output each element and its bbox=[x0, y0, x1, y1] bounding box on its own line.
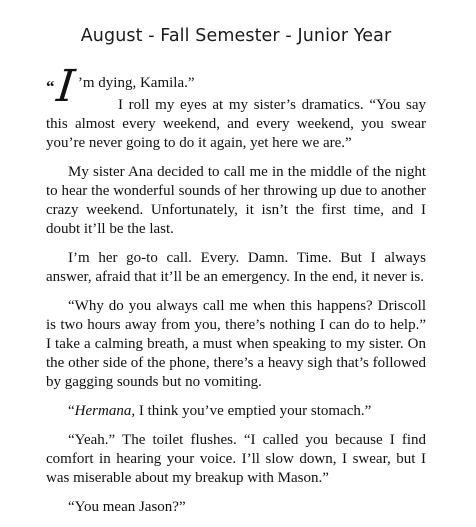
hermana-quote-open: “ bbox=[68, 403, 75, 419]
paragraph-hermana bbox=[46, 402, 426, 421]
opening-continuation: I roll my eyes at my sister’s dramatics. “You say this almost every weekend, and every weekend, you swear you’re never going to do it again, yet here we are.” bbox=[46, 97, 426, 151]
book-page bbox=[46, 26, 426, 527]
chapter-body bbox=[46, 61, 426, 517]
opening-first-line bbox=[46, 61, 426, 112]
drop-cap: I bbox=[53, 61, 77, 112]
opening-quote-mark: “ bbox=[46, 77, 55, 96]
opening-first-line-text: ’m dying, Kamila.” bbox=[77, 75, 195, 91]
paragraph-toilet-flushes: “Yeah.” The toilet flushes. “I called you because I find comfort in hearing your voice. I’ll slow down, I swear, but I was miserable about my breakup with Mason.” bbox=[46, 432, 426, 486]
paragraph-go-to-call: I’m her go-to call. Every. Damn. Time. But I always answer, afraid that it’ll be an emergency. In the end, it never is. bbox=[46, 250, 426, 285]
hermana-rest: I think you’ve emptied your stomach.” bbox=[135, 403, 372, 419]
paragraph-ana-called: My sister Ana decided to call me in the middle of the night to hear the wonderful sounds of her throwing up due to another crazy weekend. Unfortunately, it isn’t the first time, and I doubt it’ll be the last. bbox=[46, 164, 426, 237]
paragraph-why-call: “Why do you always call me when this happens? Driscoll is two hours away from you, there’s nothing I can do to help.” I take a calming breath, a must when speaking to my sister. On the other side of the phone, there’s a heavy sigh that’s followed by gagging sounds but no vomiting. bbox=[46, 298, 426, 390]
chapter-title: August - Fall Semester - Junior Year bbox=[80, 26, 392, 46]
paragraph-you-mean-jason: “You mean Jason?” bbox=[68, 499, 186, 515]
hermana-italic: Hermana, bbox=[74, 403, 136, 419]
opening-paragraph bbox=[46, 61, 426, 153]
